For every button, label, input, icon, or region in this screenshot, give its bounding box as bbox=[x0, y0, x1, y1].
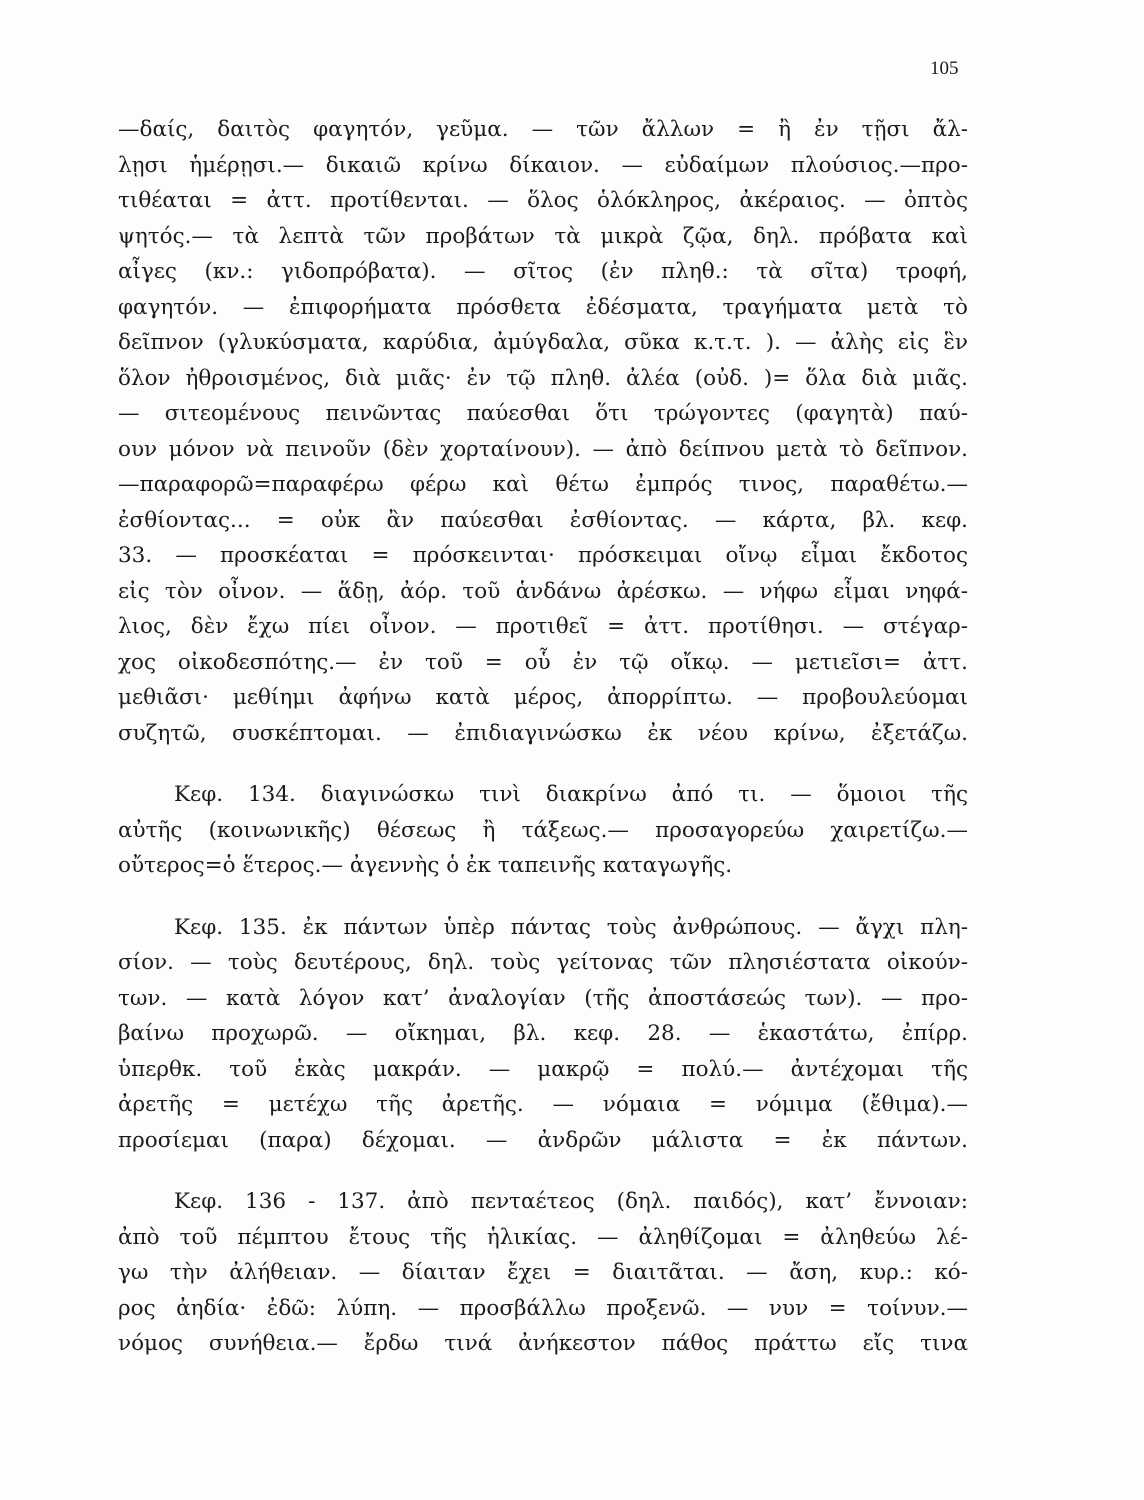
paragraph-chapter-135 bbox=[118, 910, 968, 1159]
text-line: ἐσθίοντας... = οὐκ ἂν παύεσθαι ἐσθίοντας. — κάρτα, βλ. κεφ. bbox=[118, 507, 968, 533]
text-line: λιος, δὲν ἔχω πίει οἶνον. — προτιθεῖ = ἀττ. προτίθησι. — στέγαρ- bbox=[118, 614, 968, 639]
text-line: Κεφ. 135. ἐκ πάντων ὑπὲρ πάντας τοὺς ἀνθρώπους. — ἄγχι πλη- bbox=[174, 914, 968, 940]
paragraph-chapter-136-137 bbox=[118, 1184, 968, 1362]
text-line: σίον. — τοὺς δευτέρους, δηλ. τοὺς γείτονας τῶν πλησιέστατα οἰκούν- bbox=[118, 950, 968, 975]
text-line: βαίνω προχωρῶ. — οἴκημαι, βλ. κεφ. 28. — ἑκαστάτω, ἐπίρρ. bbox=[118, 1021, 968, 1046]
text-line: 33. — προσκέαται = πρόσκεινται· πρόσκειμαι οἴνῳ εἶμαι ἔκδοτος bbox=[118, 543, 968, 568]
text-line: προσίεμαι (παρα) δέχομαι. — ἀνδρῶν μάλιστα = ἐκ πάντων. bbox=[118, 1127, 968, 1153]
text-line: λῃσι ἡμέρῃσι.— δικαιῶ κρίνω δίκαιον. — εὐδαίμων πλούσιος.—προ- bbox=[118, 152, 968, 178]
page-number: 105 bbox=[930, 58, 959, 79]
text-line: δεῖπνον (γλυκύσματα, καρύδια, ἀμύγδαλα, σῦκα κ.τ.τ. ). — ἀλὴς εἰς ἓν bbox=[118, 330, 968, 355]
text-line: αὐτῆς (κοινωνικῆς) θέσεως ἢ τάξεως.— προσαγορεύω χαιρετίζω.— bbox=[118, 817, 968, 843]
paragraph-commentary bbox=[118, 112, 968, 751]
paragraph-chapter-134 bbox=[118, 777, 968, 884]
text-line: Κεφ. 136 - 137. ἀπὸ πενταέτεος (δηλ. παιδός), κατ’ ἔννοιαν: bbox=[174, 1189, 968, 1214]
text-line: των. — κατὰ λόγον κατ’ ἀναλογίαν (τῆς ἀποστάσεώς των). — προ- bbox=[118, 985, 968, 1011]
text-line: χος οἰκοδεσπότης.— ἐν τοῦ = οὗ ἐν τῷ οἴκῳ. — μετιεῖσι= ἀττ. bbox=[118, 649, 968, 675]
text-line: ἀρετῆς = μετέχω τῆς ἀρετῆς. — νόμαια = νόμιμα (ἔθιμα).— bbox=[118, 1092, 968, 1117]
text-line: συζητῶ, συσκέπτομαι. — ἐπιδιαγινώσκω ἐκ νέου κρίνω, ἐξετάζω. bbox=[118, 720, 968, 746]
text-line: —δαίς, δαιτὸς φαγητόν, γεῦμα. — τῶν ἄλλων = ἢ ἐν τῇσι ἄλ- bbox=[118, 117, 968, 142]
text-line: νόμος συνήθεια.— ἔρδω τινά ἀνήκεστον πάθος πράττω εἴς τινα bbox=[118, 1331, 968, 1356]
text-line: —παραφορῶ=παραφέρω φέρω καὶ θέτω ἐμπρός τινος, παραθέτω.— bbox=[118, 472, 968, 497]
text-line: ψητός.— τὰ λεπτὰ τῶν προβάτων τὰ μικρὰ ζῷα, δηλ. πρόβατα καὶ bbox=[118, 223, 968, 249]
text-line: ρος ἀηδία· ἐδῶ: λύπη. — προσβάλλω προξενῶ. — νυν = τοίνυν.— bbox=[118, 1295, 968, 1321]
text-line: ἀπὸ τοῦ πέμπτου ἔτους τῆς ἡλικίας. — ἀληθίζομαι = ἀληθεύω λέ- bbox=[118, 1224, 968, 1250]
text-line: ουν μόνον νὰ πεινοῦν (δὲν χορταίνουν). — ἀπὸ δείπνου μετὰ τὸ δεῖπνον. bbox=[118, 436, 968, 462]
text-line: Κεφ. 134. διαγινώσκω τινὶ διακρίνω ἀπό τι. — ὅμοιοι τῆς bbox=[174, 782, 968, 807]
text-line: ὅλον ἠθροισμένος, διὰ μιᾶς· ἐν τῷ πληθ. ἀλέα (οὐδ. )= ὅλα διὰ μιᾶς. bbox=[118, 365, 968, 391]
text-line: εἰς τὸν οἶνον. — ἅδῃ, ἀόρ. τοῦ ἁνδάνω ἀρέσκω. — νήφω εἶμαι νηφά- bbox=[118, 578, 968, 604]
text-line: — σιτεομένους πεινῶντας παύεσθαι ὅτι τρώγοντες (φαγητὰ) παύ- bbox=[118, 401, 968, 426]
text-line: ὑπερθκ. τοῦ ἑκὰς μακράν. — μακρῷ = πολύ.— ἀντέχομαι τῆς bbox=[118, 1056, 968, 1082]
text-line: οὔτερος=ὁ ἕτερος.— ἀγεννὴς ὁ ἐκ ταπεινῆς καταγωγῆς. bbox=[118, 853, 733, 878]
text-line: φαγητόν. — ἐπιφορήματα πρόσθετα ἐδέσματα, τραγήματα μετὰ τὸ bbox=[118, 294, 968, 320]
text-line: αἶγες (κν.: γιδοπρόβατα). — σῖτος (ἐν πληθ.: τὰ σῖτα) τροφή, bbox=[118, 259, 968, 284]
text-line: τιθέαται = ἀττ. προτίθενται. — ὅλος ὁλόκληρος, ἀκέραιος. — ὀπτὸς bbox=[118, 188, 968, 213]
commentary-text bbox=[118, 112, 968, 1362]
text-line: γω τὴν ἀλήθειαν. — δίαιταν ἔχει = διαιτᾶται. — ἄση, κυρ.: κό- bbox=[118, 1260, 968, 1285]
text-line: μεθιᾶσι· μεθίημι ἀφήνω κατὰ μέρος, ἀπορρίπτω. — προβουλεύομαι bbox=[118, 685, 968, 710]
